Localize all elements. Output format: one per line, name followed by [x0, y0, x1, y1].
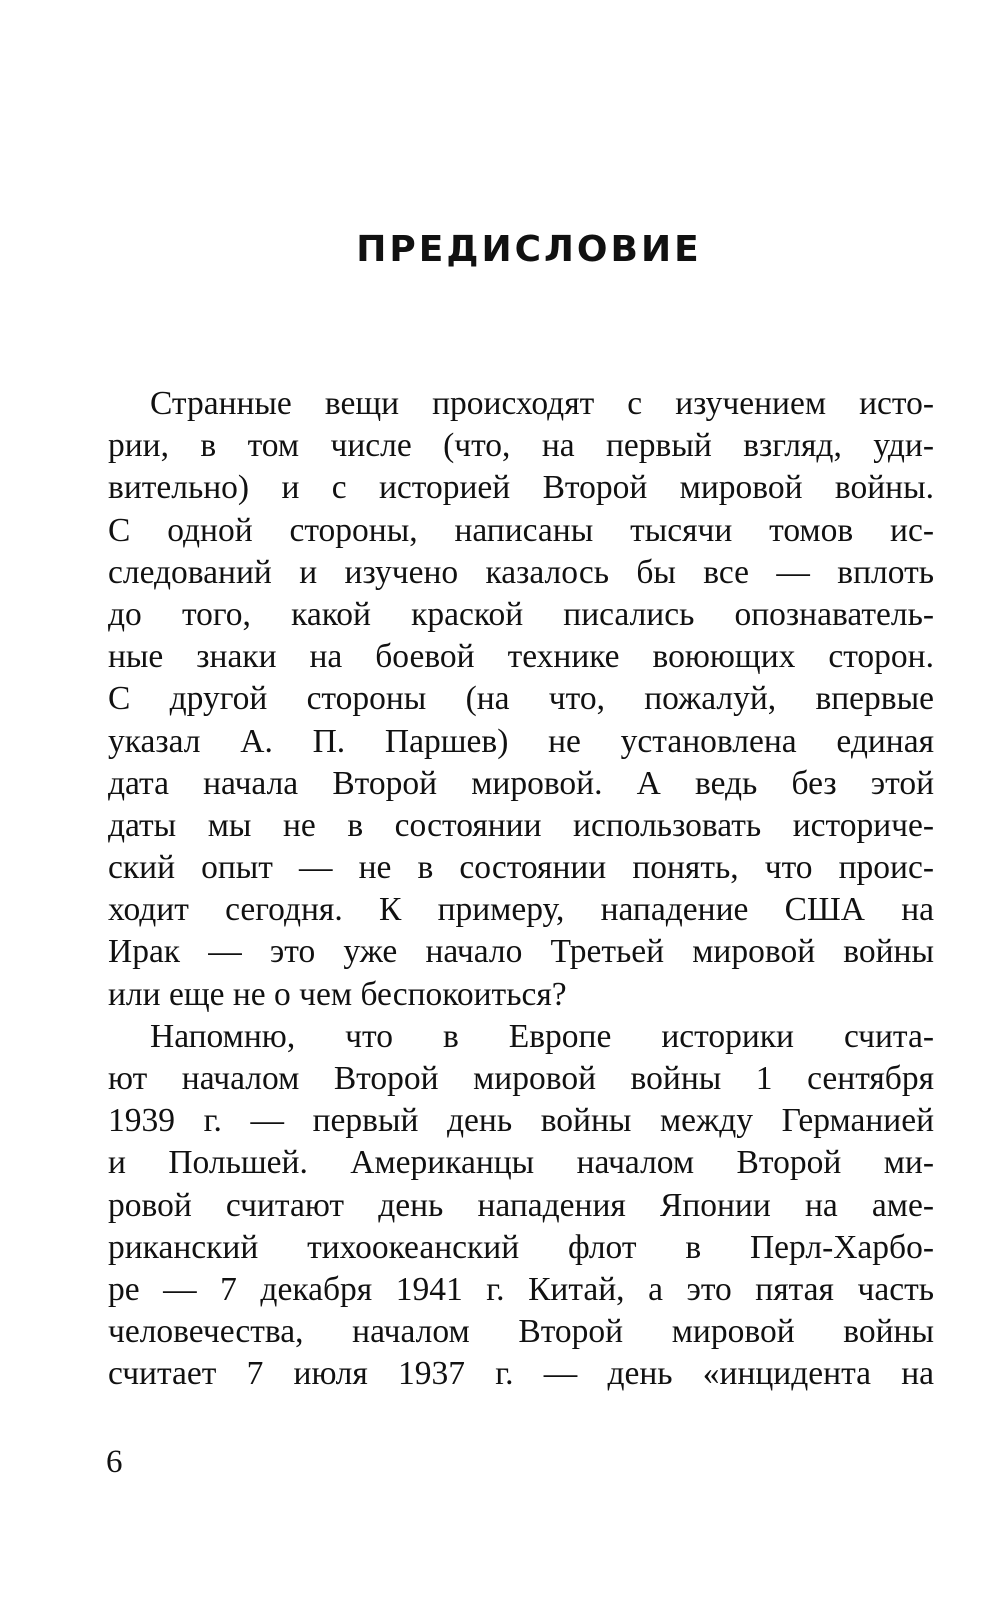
text-line: С другой стороны (на что, пожалуй, впервые: [108, 680, 934, 718]
text-line: и Польшей. Американцы началом Второй ми-: [108, 1144, 934, 1182]
chapter-heading: ПРЕДИСЛОВИЕ: [356, 229, 702, 270]
paragraph-1: [108, 383, 934, 1016]
text-line: считает 7 июля 1937 г. — день «инцидента на: [108, 1355, 934, 1393]
text-line: ровой считают день нападения Японии на аме-: [108, 1186, 934, 1224]
text-line: С одной стороны, написаны тысячи томов ис-: [108, 511, 934, 549]
page-number: 6: [106, 1444, 123, 1480]
paragraph-2: [108, 1016, 934, 1396]
text-line: или еще не о чем беспокоиться?: [108, 975, 567, 1013]
text-line: рии, в том числе (что, на первый взгляд, уди-: [108, 427, 934, 465]
body-text: [108, 383, 934, 1396]
text-line: дата начала Второй мировой. А ведь без этой: [108, 764, 934, 802]
text-line: до того, какой краской писались опознаватель-: [108, 595, 934, 633]
text-line: ют началом Второй мировой войны 1 сентября: [108, 1060, 934, 1097]
text-line: человечества, началом Второй мировой войны: [108, 1313, 934, 1351]
text-line: следований и изучено казалось бы все — вплоть: [108, 553, 934, 591]
text-line: вительно) и с историей Второй мировой войны.: [108, 469, 934, 507]
text-line: риканский тихоокеанский флот в Перл-Харбо-: [108, 1228, 934, 1266]
text-line: ходит сегодня. К примеру, нападение США на: [108, 891, 934, 929]
text-line: Странные вещи происходят с изучением исто-: [150, 385, 934, 422]
text-line: ре — 7 декабря 1941 г. Китай, а это пятая часть: [108, 1270, 934, 1308]
text-line: ные знаки на боевой технике воюющих сторон.: [108, 638, 934, 676]
text-line: даты мы не в состоянии использовать историче-: [108, 806, 934, 844]
text-line: ский опыт — не в состоянии понять, что проис-: [108, 849, 934, 887]
text-line: Ирак — это уже начало Третьей мировой войны: [108, 933, 934, 971]
text-line: указал А. П. Паршев) не установлена единая: [108, 722, 934, 760]
text-line: 1939 г. — первый день войны между Германией: [108, 1102, 934, 1140]
text-line: Напомню, что в Европе историки счита-: [150, 1017, 934, 1055]
